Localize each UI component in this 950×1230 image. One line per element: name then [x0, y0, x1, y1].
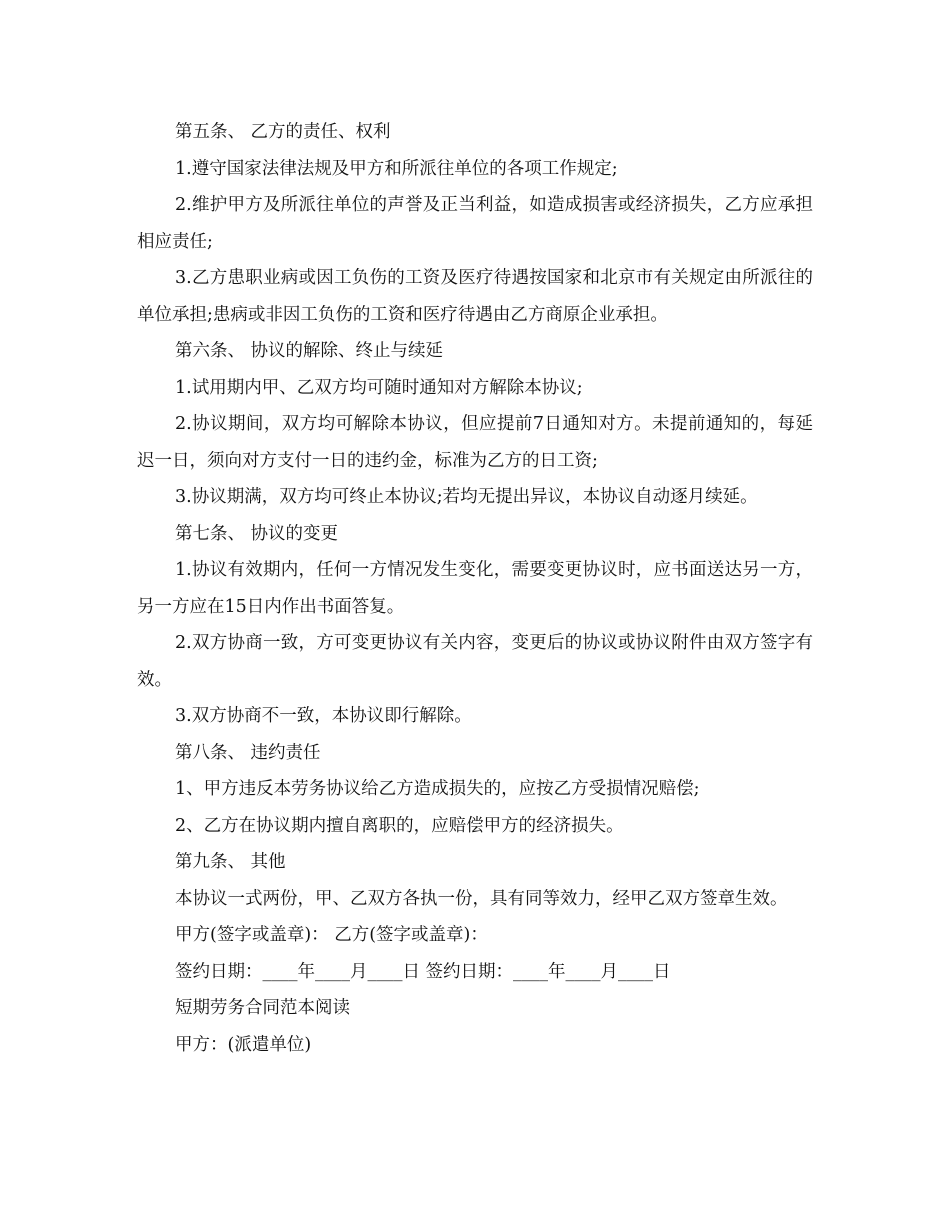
document-body [137, 114, 813, 1063]
article-5-item-1: 1.遵守国家法律法规及甲方和所派往单位的各项工作规定; [175, 158, 618, 179]
signature-line: 甲方(签字或盖章)： 乙方(签字或盖章)： [175, 925, 488, 945]
next-section-title: 短期劳务合同范本阅读 [175, 998, 350, 1018]
party-a-line: 甲方：(派遣单位) [175, 1034, 312, 1055]
article-8-heading: 第八条、 违约责任 [175, 742, 321, 763]
article-8-item-2: 2、乙方在协议期内擅自离职的，应赔偿甲方的经济损失。 [175, 815, 624, 836]
article-5-heading: 第五条、 乙方的责任、权利 [175, 122, 391, 142]
article-5-item-2: 2.维护甲方及所派往单位的声誉及正当利益，如造成损害或经济损失，乙方应承担相应责任; [137, 195, 813, 252]
article-6-item-3: 3.协议期满，双方均可终止本协议;若均无提出异议，本协议自动逐月续延。 [175, 487, 758, 507]
signing-date-line: 签约日期：____年____月____日 签约日期：____年____月____日 [175, 961, 671, 982]
article-6-item-2: 2.协议期间，双方均可解除本协议，但应提前7日通知对方。未提前通知的，每延迟一日，须向对方支付一日的违约金，标准为乙方的日工资; [137, 414, 813, 471]
article-7-item-1: 1.协议有效期内，任何一方情况发生变化，需要变更协议时，应书面送达另一方，另一方应在15日内作出书面答复。 [137, 560, 813, 617]
article-7-item-2: 2.双方协商一致，方可变更协议有关内容，变更后的协议或协议附件由双方签字有效。 [137, 633, 813, 690]
article-7-item-3: 3.双方协商不一致，本协议即行解除。 [175, 706, 472, 726]
article-5-item-3: 3.乙方患职业病或因工负伤的工资及医疗待遇按国家和北京市有关规定由所派往的单位承担;患病或非因工负伤的工资和医疗待遇由乙方商原企业承担。 [137, 268, 813, 325]
article-6-heading: 第六条、 协议的解除、终止与续延 [175, 341, 444, 361]
article-7-heading: 第七条、 协议的变更 [175, 523, 339, 544]
article-9-heading: 第九条、 其他 [175, 852, 286, 872]
article-6-item-1: 1.试用期内甲、乙双方均可随时通知对方解除本协议; [175, 377, 583, 398]
article-8-item-1: 1、甲方违反本劳务协议给乙方造成损失的，应按乙方受损情况赔偿; [175, 779, 700, 799]
article-9-body: 本协议一式两份，甲、乙双方各执一份，具有同等效力，经甲乙双方签章生效。 [175, 888, 788, 909]
